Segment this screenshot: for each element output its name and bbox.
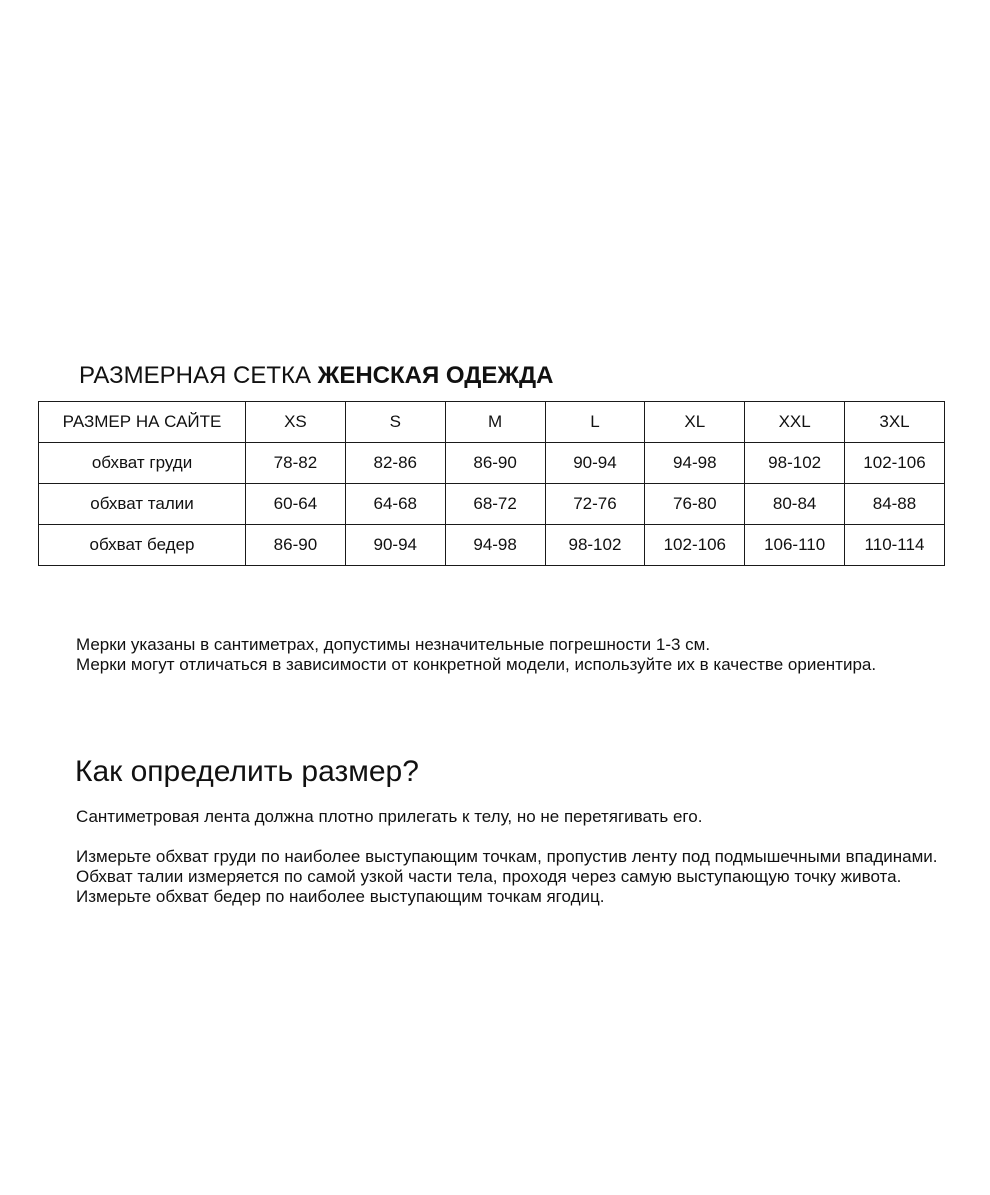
measurement-notes xyxy=(76,635,876,675)
tape-note: Сантиметровая лента должна плотно прилегать к телу, но не перетягивать его. xyxy=(76,807,703,826)
table-cell: 76-80 xyxy=(645,484,745,525)
table-cell: 94-98 xyxy=(445,525,545,566)
table-cell: 68-72 xyxy=(445,484,545,525)
table-cell: 80-84 xyxy=(745,484,845,525)
header-cell-size-label: РАЗМЕР НА САЙТЕ xyxy=(39,402,246,443)
table-cell: 86-90 xyxy=(445,443,545,484)
header-cell-xxl: XXL xyxy=(745,402,845,443)
size-chart-title xyxy=(79,360,553,392)
size-chart-title-bold: ЖЕНСКАЯ ОДЕЖДА xyxy=(317,362,554,390)
table-row-waist xyxy=(39,484,945,525)
table-header-row xyxy=(39,402,945,443)
size-table xyxy=(38,401,945,566)
header-cell-s: S xyxy=(345,402,445,443)
table-cell: 82-86 xyxy=(345,443,445,484)
table-cell: 90-94 xyxy=(345,525,445,566)
note-units: Мерки указаны в сантиметрах, допустимы незначительные погрешности 1-3 см. xyxy=(76,635,711,654)
table-row-hips xyxy=(39,525,945,566)
header-cell-xs: XS xyxy=(246,402,346,443)
measuring-instructions: Измерьте обхват груди по наиболее выступающим точкам, пропустив ленту под подмышечными впадинами. Обхват талии измеряется по самой узкой части тела, проходя через самую выступающую точку живота. Измерьте обхват бедер по наиболее выступающим точкам ягодиц. xyxy=(76,847,938,906)
header-cell-xl: XL xyxy=(645,402,745,443)
header-cell-l: L xyxy=(545,402,645,443)
table-cell: 102-106 xyxy=(645,525,745,566)
table-cell: 78-82 xyxy=(246,443,346,484)
table-cell: 106-110 xyxy=(745,525,845,566)
header-cell-m: M xyxy=(445,402,545,443)
table-cell: 64-68 xyxy=(345,484,445,525)
table-cell: 90-94 xyxy=(545,443,645,484)
howto-heading: Как определить размер? xyxy=(75,755,419,788)
header-cell-3xl: 3XL xyxy=(845,402,945,443)
row-label: обхват талии xyxy=(39,484,246,525)
table-cell: 84-88 xyxy=(845,484,945,525)
table-cell: 72-76 xyxy=(545,484,645,525)
table-cell: 102-106 xyxy=(845,443,945,484)
table-row-chest xyxy=(39,443,945,484)
row-label: обхват бедер xyxy=(39,525,246,566)
note-model-variance: Мерки могут отличаться в зависимости от конкретной модели, используйте их в качестве ориентира. xyxy=(76,655,877,674)
table-cell: 110-114 xyxy=(845,525,945,566)
table-cell: 94-98 xyxy=(645,443,745,484)
table-cell: 60-64 xyxy=(246,484,346,525)
table-cell: 98-102 xyxy=(745,443,845,484)
table-cell: 86-90 xyxy=(246,525,346,566)
table-cell: 98-102 xyxy=(545,525,645,566)
size-chart-title-normal: РАЗМЕРНАЯ СЕТКА xyxy=(79,362,318,390)
row-label: обхват груди xyxy=(39,443,246,484)
